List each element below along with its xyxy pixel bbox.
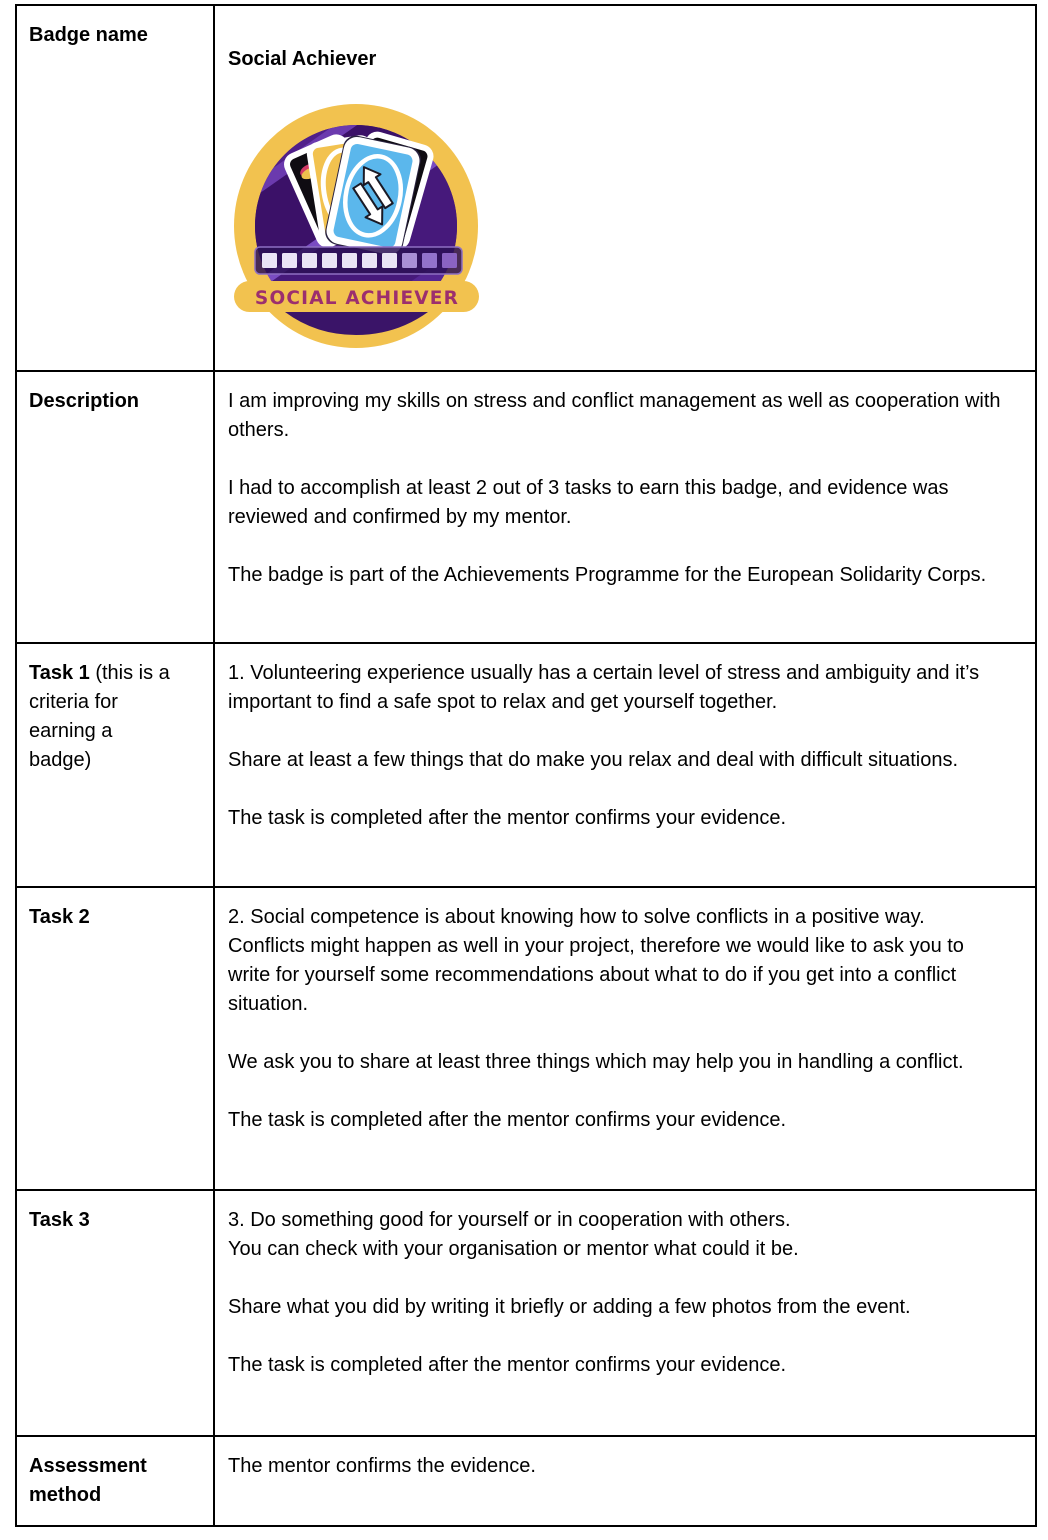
task3-paragraph-1-line-2: You can check with your organisation or mentor what could it be.: [228, 1238, 799, 1260]
progress-square: [342, 253, 357, 268]
badge-name-content-cell: [215, 6, 1035, 370]
task1-paragraph-2: Share at least a few things that do make you relax and deal with difficult situations.: [228, 749, 959, 771]
task3-paragraph-1-line-1: 3. Do something good for yourself or in cooperation with others.: [228, 1209, 791, 1231]
table-row-task1: [17, 642, 1035, 886]
task3-paragraph-1: [228, 1206, 1001, 1264]
row-label-cell-assessment: [17, 1437, 215, 1525]
task3-content-cell: [215, 1191, 1035, 1435]
assessment-paragraph-1: The mentor confirms the evidence.: [228, 1455, 536, 1477]
table-row-badge-name: [17, 6, 1035, 370]
row-label-cell-task1: [17, 644, 215, 886]
row-label-cell-description: [17, 372, 215, 642]
description-paragraph-2: I had to accomplish at least 2 out of 3 tasks to earn this badge, and evidence was reviewed and confirmed by my mentor.: [228, 477, 949, 528]
description-paragraph-1: I am improving my skills on stress and conflict management as well as cooperation with others.: [228, 390, 1001, 441]
table-row-task3: [17, 1189, 1035, 1435]
assessment-method-label: Assessment method: [29, 1455, 147, 1506]
description-content-cell: [215, 372, 1035, 642]
table-row-assessment-method: [17, 1435, 1035, 1525]
task2-paragraph-1: 2. Social competence is about knowing how to solve conflicts in a positive way. Conflicts might happen as well in your project, therefore we would like to ask you to write for yourself some recommendations about what to do if you get into a conflict situation.: [228, 906, 964, 1015]
task2-content-cell: [215, 888, 1035, 1189]
row-label-cell-badge-name: [17, 6, 215, 370]
row-label-cell-task3: [17, 1191, 215, 1435]
assessment-content-cell: [215, 1437, 1035, 1525]
task3-paragraph-2: Share what you did by writing it briefly or adding a few photos from the event.: [228, 1296, 911, 1318]
task1-content-cell: [215, 644, 1035, 886]
badge-title: Social Achiever: [228, 48, 377, 70]
badge-banner-text: SOCIAL ACHIEVER: [254, 288, 460, 309]
description-paragraph-3: The badge is part of the Achievements Programme for the European Solidarity Corps.: [228, 564, 987, 586]
progress-square: [322, 253, 337, 268]
task2-paragraph-3: The task is completed after the mentor confirms your evidence.: [228, 1109, 787, 1131]
task1-label: Task 1: [29, 662, 90, 684]
row-label-cell-task2: [17, 888, 215, 1189]
progress-square: [282, 253, 297, 268]
badge-info-table: [15, 4, 1037, 1527]
progress-square: [362, 253, 377, 268]
progress-square: [442, 253, 457, 268]
progress-square: [422, 253, 437, 268]
badge-progress-bar: [255, 247, 462, 274]
task1-paragraph-3: The task is completed after the mentor confirms your evidence.: [228, 807, 787, 829]
task1-paragraph-1: 1. Volunteering experience usually has a certain level of stress and ambiguity and it’s important to find a safe spot to relax and get yourself together.: [228, 662, 980, 713]
progress-square: [262, 253, 277, 268]
task3-label: Task 3: [29, 1209, 90, 1231]
badge-name-label: Badge name: [29, 24, 148, 46]
task2-paragraph-2: We ask you to share at least three things which may help you in handling a conflict.: [228, 1051, 964, 1073]
progress-square: [382, 253, 397, 268]
progress-square: [302, 253, 317, 268]
task1-label-note: (this is a criteria for earning a badge): [29, 662, 170, 771]
social-achiever-badge-image: [234, 101, 479, 351]
table-row-task2: [17, 886, 1035, 1189]
description-label: Description: [29, 390, 140, 412]
progress-square: [402, 253, 417, 268]
table-row-description: [17, 370, 1035, 642]
task2-label: Task 2: [29, 906, 90, 928]
task3-paragraph-3: The task is completed after the mentor confirms your evidence.: [228, 1354, 787, 1376]
